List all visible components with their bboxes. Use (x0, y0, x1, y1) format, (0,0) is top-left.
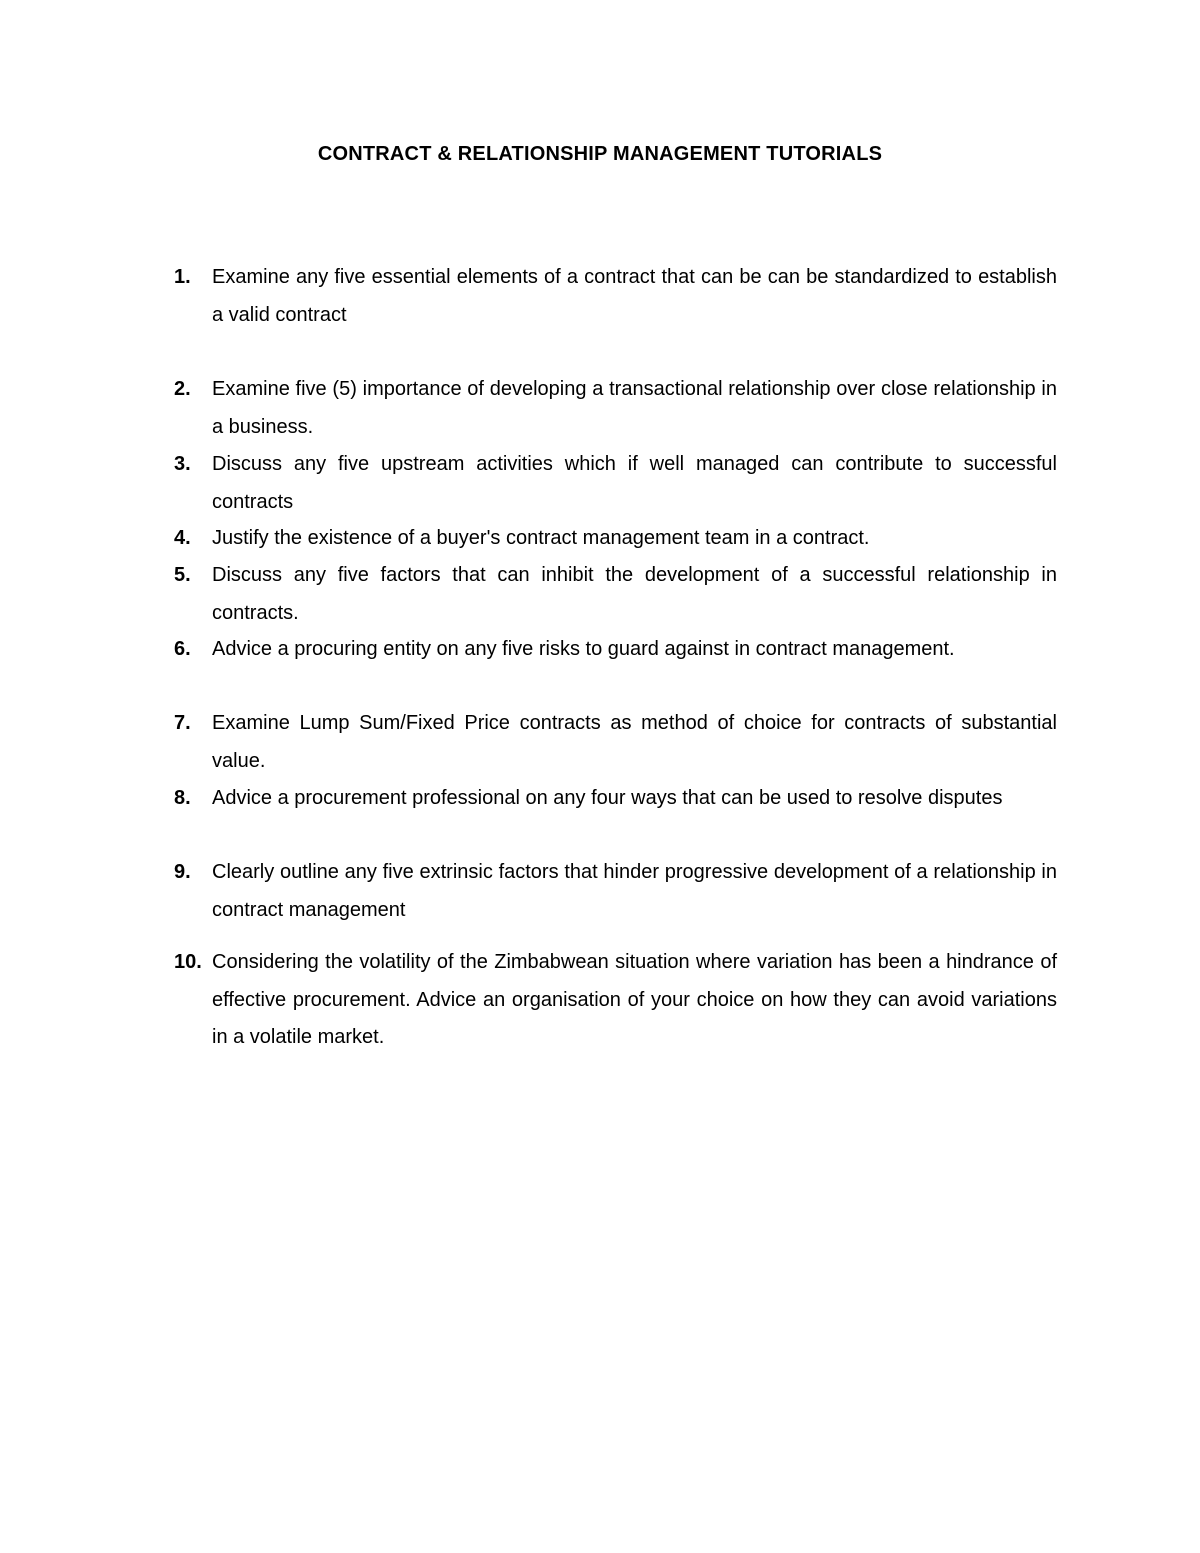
question-number: 4. (174, 527, 191, 549)
question-text: Examine Lump Sum/Fixed Price contracts as method of choice for contracts of substantial value. (212, 712, 1057, 772)
question-text: Considering the volatility of the Zimbabwean situation where variation has been a hindrance of effective procurement. Advice an organisation of your choice on how they can avoid variations in a volatile market. (212, 951, 1057, 1048)
page-title: CONTRACT & RELATIONSHIP MANAGEMENT TUTORIALS (317, 143, 883, 165)
question-number: 7. (174, 712, 191, 734)
question-text: Examine any five essential elements of a contract that can be can be standardized to establish a valid contract (212, 266, 1057, 326)
question-text: Examine five (5) importance of developing a transactional relationship over close relationship in a business. (212, 378, 1057, 438)
question-item-5 (174, 557, 1057, 632)
question-item-1 (174, 259, 1057, 334)
question-item-7 (174, 705, 1057, 780)
question-item-2 (174, 371, 1057, 446)
question-text: Advice a procuring entity on any five risks to guard against in contract management. (212, 638, 955, 660)
question-number: 10. (174, 951, 202, 973)
question-item-9 (174, 854, 1057, 929)
question-number: 5. (174, 564, 191, 586)
question-text: Discuss any five upstream activities which if well managed can contribute to successful contracts (212, 453, 1057, 513)
question-number: 9. (174, 861, 191, 883)
question-item-10 (174, 944, 1057, 1057)
question-number: 1. (174, 266, 191, 288)
question-number: 3. (174, 453, 191, 475)
question-number: 2. (174, 378, 191, 400)
question-number: 8. (174, 787, 191, 809)
question-text: Justify the existence of a buyer's contract management team in a contract. (212, 527, 870, 549)
question-text: Advice a procurement professional on any four ways that can be used to resolve disputes (212, 787, 1003, 809)
question-item-6 (174, 631, 1057, 669)
question-item-3 (174, 446, 1057, 521)
question-item-8 (174, 780, 1057, 818)
question-text: Discuss any five factors that can inhibit the development of a successful relationship in contracts. (212, 564, 1057, 624)
question-text: Clearly outline any five extrinsic factors that hinder progressive development of a relationship in contract management (212, 861, 1057, 921)
question-number: 6. (174, 638, 191, 660)
question-item-4 (174, 520, 1057, 558)
